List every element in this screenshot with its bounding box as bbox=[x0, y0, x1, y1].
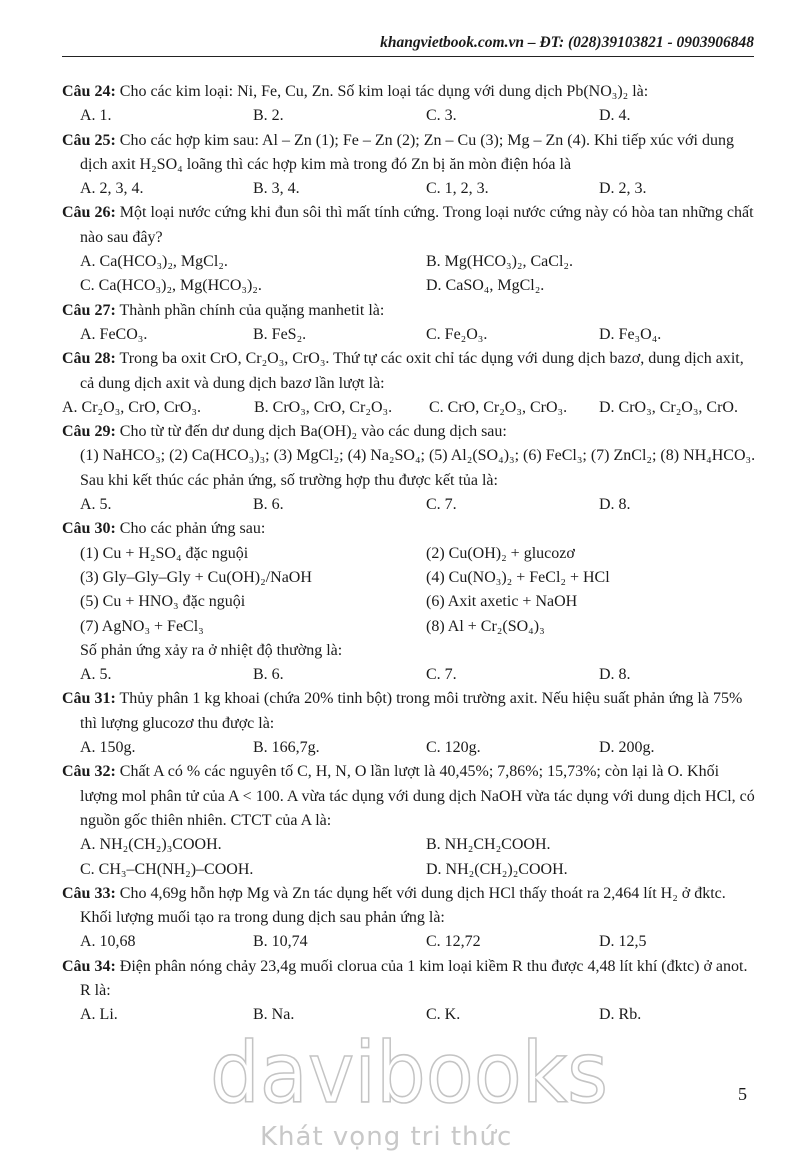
option-b: B. 6. bbox=[253, 666, 284, 684]
answer-options bbox=[62, 663, 756, 687]
answer-options bbox=[62, 736, 756, 760]
question-32 bbox=[62, 760, 756, 833]
reaction-1: (1) Cu + H₂SO₄ đặc nguội bbox=[80, 544, 249, 562]
option-c: C. 1, 2, 3. bbox=[426, 180, 489, 198]
option-d: D. 200g. bbox=[599, 739, 655, 757]
option-b: B. 6. bbox=[253, 496, 284, 514]
option-d: D. 4. bbox=[599, 107, 631, 125]
question-label: Câu 32: bbox=[62, 763, 116, 781]
reaction-7: (7) AgNO₃ + FeCl₃ bbox=[80, 617, 204, 635]
reaction-2: (2) Cu(OH)₂ + glucozơ bbox=[426, 544, 575, 562]
question-34 bbox=[62, 955, 756, 1004]
question-label: Câu 30: bbox=[62, 520, 116, 538]
option-b: B. Na. bbox=[253, 1006, 295, 1024]
option-d: D. Fe₃O₄. bbox=[599, 325, 662, 343]
option-d: D. Rb. bbox=[599, 1006, 642, 1024]
question-stem: Thủy phân 1 kg khoai (chứa 20% tinh bột) trong môi trường axit. Nếu hiệu suất phản ứng là 75% thì lượng glucozơ thu được là: bbox=[80, 690, 743, 732]
option-c: C. 12,72 bbox=[426, 933, 481, 951]
option-a: A. 10,68 bbox=[80, 933, 136, 951]
answer-options bbox=[62, 396, 756, 420]
question-list bbox=[62, 80, 756, 1028]
question-stem: Một loại nước cứng khi đun sôi thì mất tính cứng. Trong loại nước cứng này có hòa tan những chất nào sau đây? bbox=[80, 204, 754, 246]
question-stem: Trong ba oxit CrO, Cr₂O₃, CrO₃. Thứ tự các oxit chỉ tác dụng với dung dịch bazơ, dung dịch axit, cả dung dịch axit và dung dịch bazơ lần lượt là: bbox=[80, 350, 744, 392]
option-b: B. CrO₃, CrO, Cr₂O₃. bbox=[254, 398, 393, 416]
option-d: D. CaSO₄, MgCl₂. bbox=[426, 277, 545, 295]
option-b: B. 10,74 bbox=[253, 933, 308, 951]
option-b: B. 2. bbox=[253, 107, 284, 125]
reaction-5: (5) Cu + HNO₃ đặc nguội bbox=[80, 593, 246, 611]
option-d: D. 12,5 bbox=[599, 933, 647, 951]
option-a: A. Cr₂O₃, CrO, CrO₃. bbox=[62, 398, 201, 416]
option-c: C. 7. bbox=[426, 496, 457, 514]
question-label: Câu 29: bbox=[62, 423, 116, 441]
option-a: A. 1. bbox=[80, 107, 112, 125]
question-label: Câu 33: bbox=[62, 884, 116, 902]
option-c: C. Ca(HCO₃)₂, Mg(HCO₃)₂. bbox=[80, 277, 262, 295]
reaction-3: (3) Gly–Gly–Gly + Cu(OH)₂/NaOH bbox=[80, 568, 312, 586]
question-27 bbox=[62, 299, 756, 323]
answer-options bbox=[62, 177, 756, 201]
question-26 bbox=[62, 201, 756, 250]
option-a: A. 5. bbox=[80, 666, 112, 684]
question-stem: Điện phân nóng chảy 23,4g muối clorua của 1 kim loại kiềm R thu được 4,48 lít khí (đktc) ở anot. R là: bbox=[80, 957, 748, 999]
watermark-brand: davibooks bbox=[210, 1032, 608, 1112]
question-24 bbox=[62, 80, 756, 104]
question-25 bbox=[62, 129, 756, 178]
question-stem: Thành phần chính của quặng manhetit là: bbox=[119, 301, 385, 319]
reaction-4: (4) Cu(NO₃)₂ + FeCl₂ + HCl bbox=[426, 568, 610, 586]
option-d: D. CrO₃, Cr₂O₃, CrO. bbox=[599, 398, 738, 416]
question-28 bbox=[62, 347, 756, 396]
question-31 bbox=[62, 687, 756, 736]
option-a: A. 2, 3, 4. bbox=[80, 180, 144, 198]
option-b: B. 166,7g. bbox=[253, 739, 320, 757]
reaction-row bbox=[62, 566, 756, 590]
solution-list: (1) NaHCO₃; (2) Ca(HCO₃)₃; (3) MgCl₂; (4) Na₂SO₄; (5) Al₂(SO₄)₃; (6) FeCl₃; (7) ZnCl₂; (8) NH₄HCO₃. bbox=[80, 447, 756, 465]
question-label: Câu 25: bbox=[62, 131, 116, 149]
option-c: C. Fe₂O₃. bbox=[426, 325, 488, 343]
option-c: C. CH₃–CH(NH₂)–COOH. bbox=[80, 860, 254, 878]
question-30 bbox=[62, 517, 756, 541]
option-d: D. 8. bbox=[599, 496, 631, 514]
question-stem: Cho 4,69g hỗn hợp Mg và Zn tác dụng hết với dung dịch HCl thấy thoát ra 2,464 lít H₂ ở đktc. Khối lượng muối tạo ra trong dung dịch sau phản ứng là: bbox=[80, 884, 726, 927]
question-stem: Cho các phản ứng sau: bbox=[119, 520, 266, 538]
question-29 bbox=[62, 420, 756, 444]
answer-options bbox=[62, 250, 756, 274]
reaction-6: (6) Axit axetic + NaOH bbox=[426, 593, 578, 611]
option-c: C. CrO, Cr₂O₃, CrO₃. bbox=[429, 398, 568, 416]
question-label: Câu 28: bbox=[62, 350, 116, 368]
reaction-row bbox=[62, 615, 756, 639]
option-b: B. FeS₂. bbox=[253, 325, 307, 343]
question-ask: Số phản ứng xảy ra ở nhiệt độ thường là: bbox=[80, 641, 343, 659]
question-label: Câu 26: bbox=[62, 204, 116, 222]
page-number: 5 bbox=[738, 1084, 747, 1104]
option-b: B. Mg(HCO₃)₂, CaCl₂. bbox=[426, 253, 573, 271]
question-label: Câu 31: bbox=[62, 690, 116, 708]
answer-options bbox=[62, 1003, 756, 1027]
question-label: Câu 27: bbox=[62, 301, 116, 319]
option-c: C. 3. bbox=[426, 107, 457, 125]
answer-options bbox=[62, 274, 756, 298]
option-a: A. 5. bbox=[80, 496, 112, 514]
option-c: C. 120g. bbox=[426, 739, 481, 757]
watermark-slogan: Khát vọng tri thức bbox=[260, 1122, 513, 1152]
question-stem: Cho từ từ đến dư dung dịch Ba(OH)₂ vào các dung dịch sau: bbox=[119, 423, 507, 441]
davibooks-watermark-logo bbox=[210, 1032, 610, 1112]
answer-options bbox=[62, 323, 756, 347]
option-c: C. 7. bbox=[426, 666, 457, 684]
option-d: D. 2, 3. bbox=[599, 180, 647, 198]
answer-options bbox=[62, 930, 756, 954]
answer-options bbox=[62, 104, 756, 128]
option-b: B. 3, 4. bbox=[253, 180, 300, 198]
reaction-8: (8) Al + Cr₂(SO₄)₃ bbox=[426, 617, 545, 635]
option-a: A. 150g. bbox=[80, 739, 136, 757]
reaction-row bbox=[62, 590, 756, 614]
option-a: A. Li. bbox=[80, 1006, 118, 1024]
question-stem: Cho các kim loại: Ni, Fe, Cu, Zn. Số kim loại tác dụng với dung dịch Pb(NO₃)₂ là: bbox=[119, 83, 649, 100]
header-text: khangvietbook.com.vn – ĐT: (028)39103821 - 0903906848 bbox=[380, 34, 754, 51]
question-label: Câu 34: bbox=[62, 957, 116, 975]
option-a: A. NH₂(CH₂)₃COOH. bbox=[80, 836, 222, 854]
page-header bbox=[62, 34, 754, 57]
reaction-row bbox=[62, 542, 756, 566]
question-stem: Cho các hợp kim sau: Al – Zn (1); Fe – Zn (2); Zn – Cu (3); Mg – Zn (4). Khi tiếp xúc với dung dịch axit H₂SO₄ loãng thì các hợp kim mà trong đó Zn bị ăn mòn điện hóa là bbox=[80, 131, 734, 173]
option-d: D. 8. bbox=[599, 666, 631, 684]
answer-options bbox=[62, 858, 756, 882]
question-label: Câu 24: bbox=[62, 83, 116, 100]
option-a: A. FeCO₃. bbox=[80, 325, 148, 343]
option-a: A. Ca(HCO₃)₂, MgCl₂. bbox=[80, 253, 228, 271]
question-ask: Sau khi kết thúc các phản ứng, số trường hợp thu được kết tủa là: bbox=[80, 471, 498, 489]
question-33 bbox=[62, 882, 756, 931]
option-d: D. NH₂(CH₂)₂COOH. bbox=[426, 860, 568, 878]
question-stem: Chất A có % các nguyên tố C, H, N, O lần lượt là 40,45%; 7,86%; 15,73%; còn lại là O. Khối lượng mol phân tử của A < 100. A vừa tác dụng với dung dịch NaOH vừa tác dụng với dung dịch HCl, có nguồn gốc thiên nhiên. CTCT của A là: bbox=[80, 763, 755, 829]
answer-options bbox=[62, 493, 756, 517]
answer-options bbox=[62, 833, 756, 857]
option-b: B. NH₂CH₂COOH. bbox=[426, 836, 551, 854]
option-c: C. K. bbox=[426, 1006, 461, 1024]
